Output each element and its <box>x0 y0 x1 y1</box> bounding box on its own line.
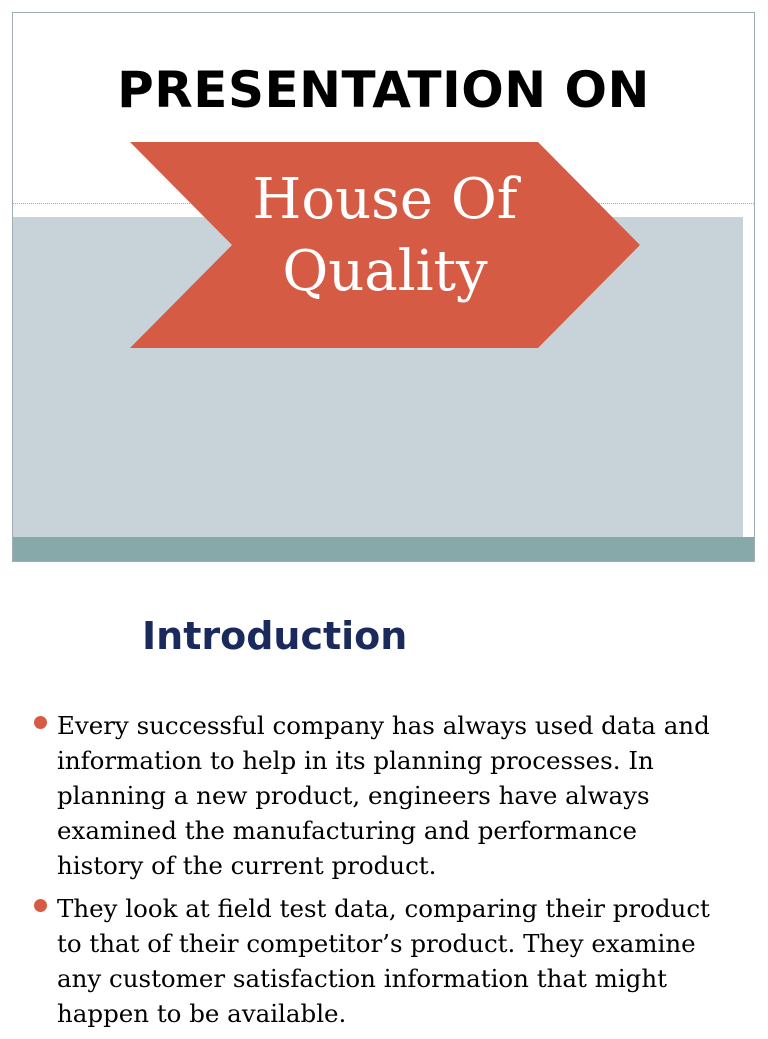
slide-title <box>190 164 580 308</box>
slide-title-line-2: Quality <box>282 239 488 304</box>
introduction-heading: Introduction <box>142 614 408 658</box>
bullet-dot-icon <box>34 716 47 729</box>
bullet-item <box>30 708 740 883</box>
title-slide <box>12 12 755 562</box>
footer-bar <box>13 537 754 562</box>
bullet-dot-icon <box>34 899 47 912</box>
title-chevron <box>130 142 640 348</box>
presentation-heading: PRESENTATION ON <box>117 61 650 119</box>
bullet-text: Every successful company has always used data and information to help in its planning processes. In planning a new product, engineers have always examined the manufacturing and performance history of the current product. <box>57 711 710 880</box>
bullet-item <box>30 891 740 1031</box>
bullet-text: They look at field test data, comparing their product to that of their competitor’s product. They examine any customer satisfaction information that might happen to be available. <box>57 894 710 1028</box>
bullet-list <box>30 708 740 1039</box>
slide-title-line-1: House Of <box>252 167 518 232</box>
